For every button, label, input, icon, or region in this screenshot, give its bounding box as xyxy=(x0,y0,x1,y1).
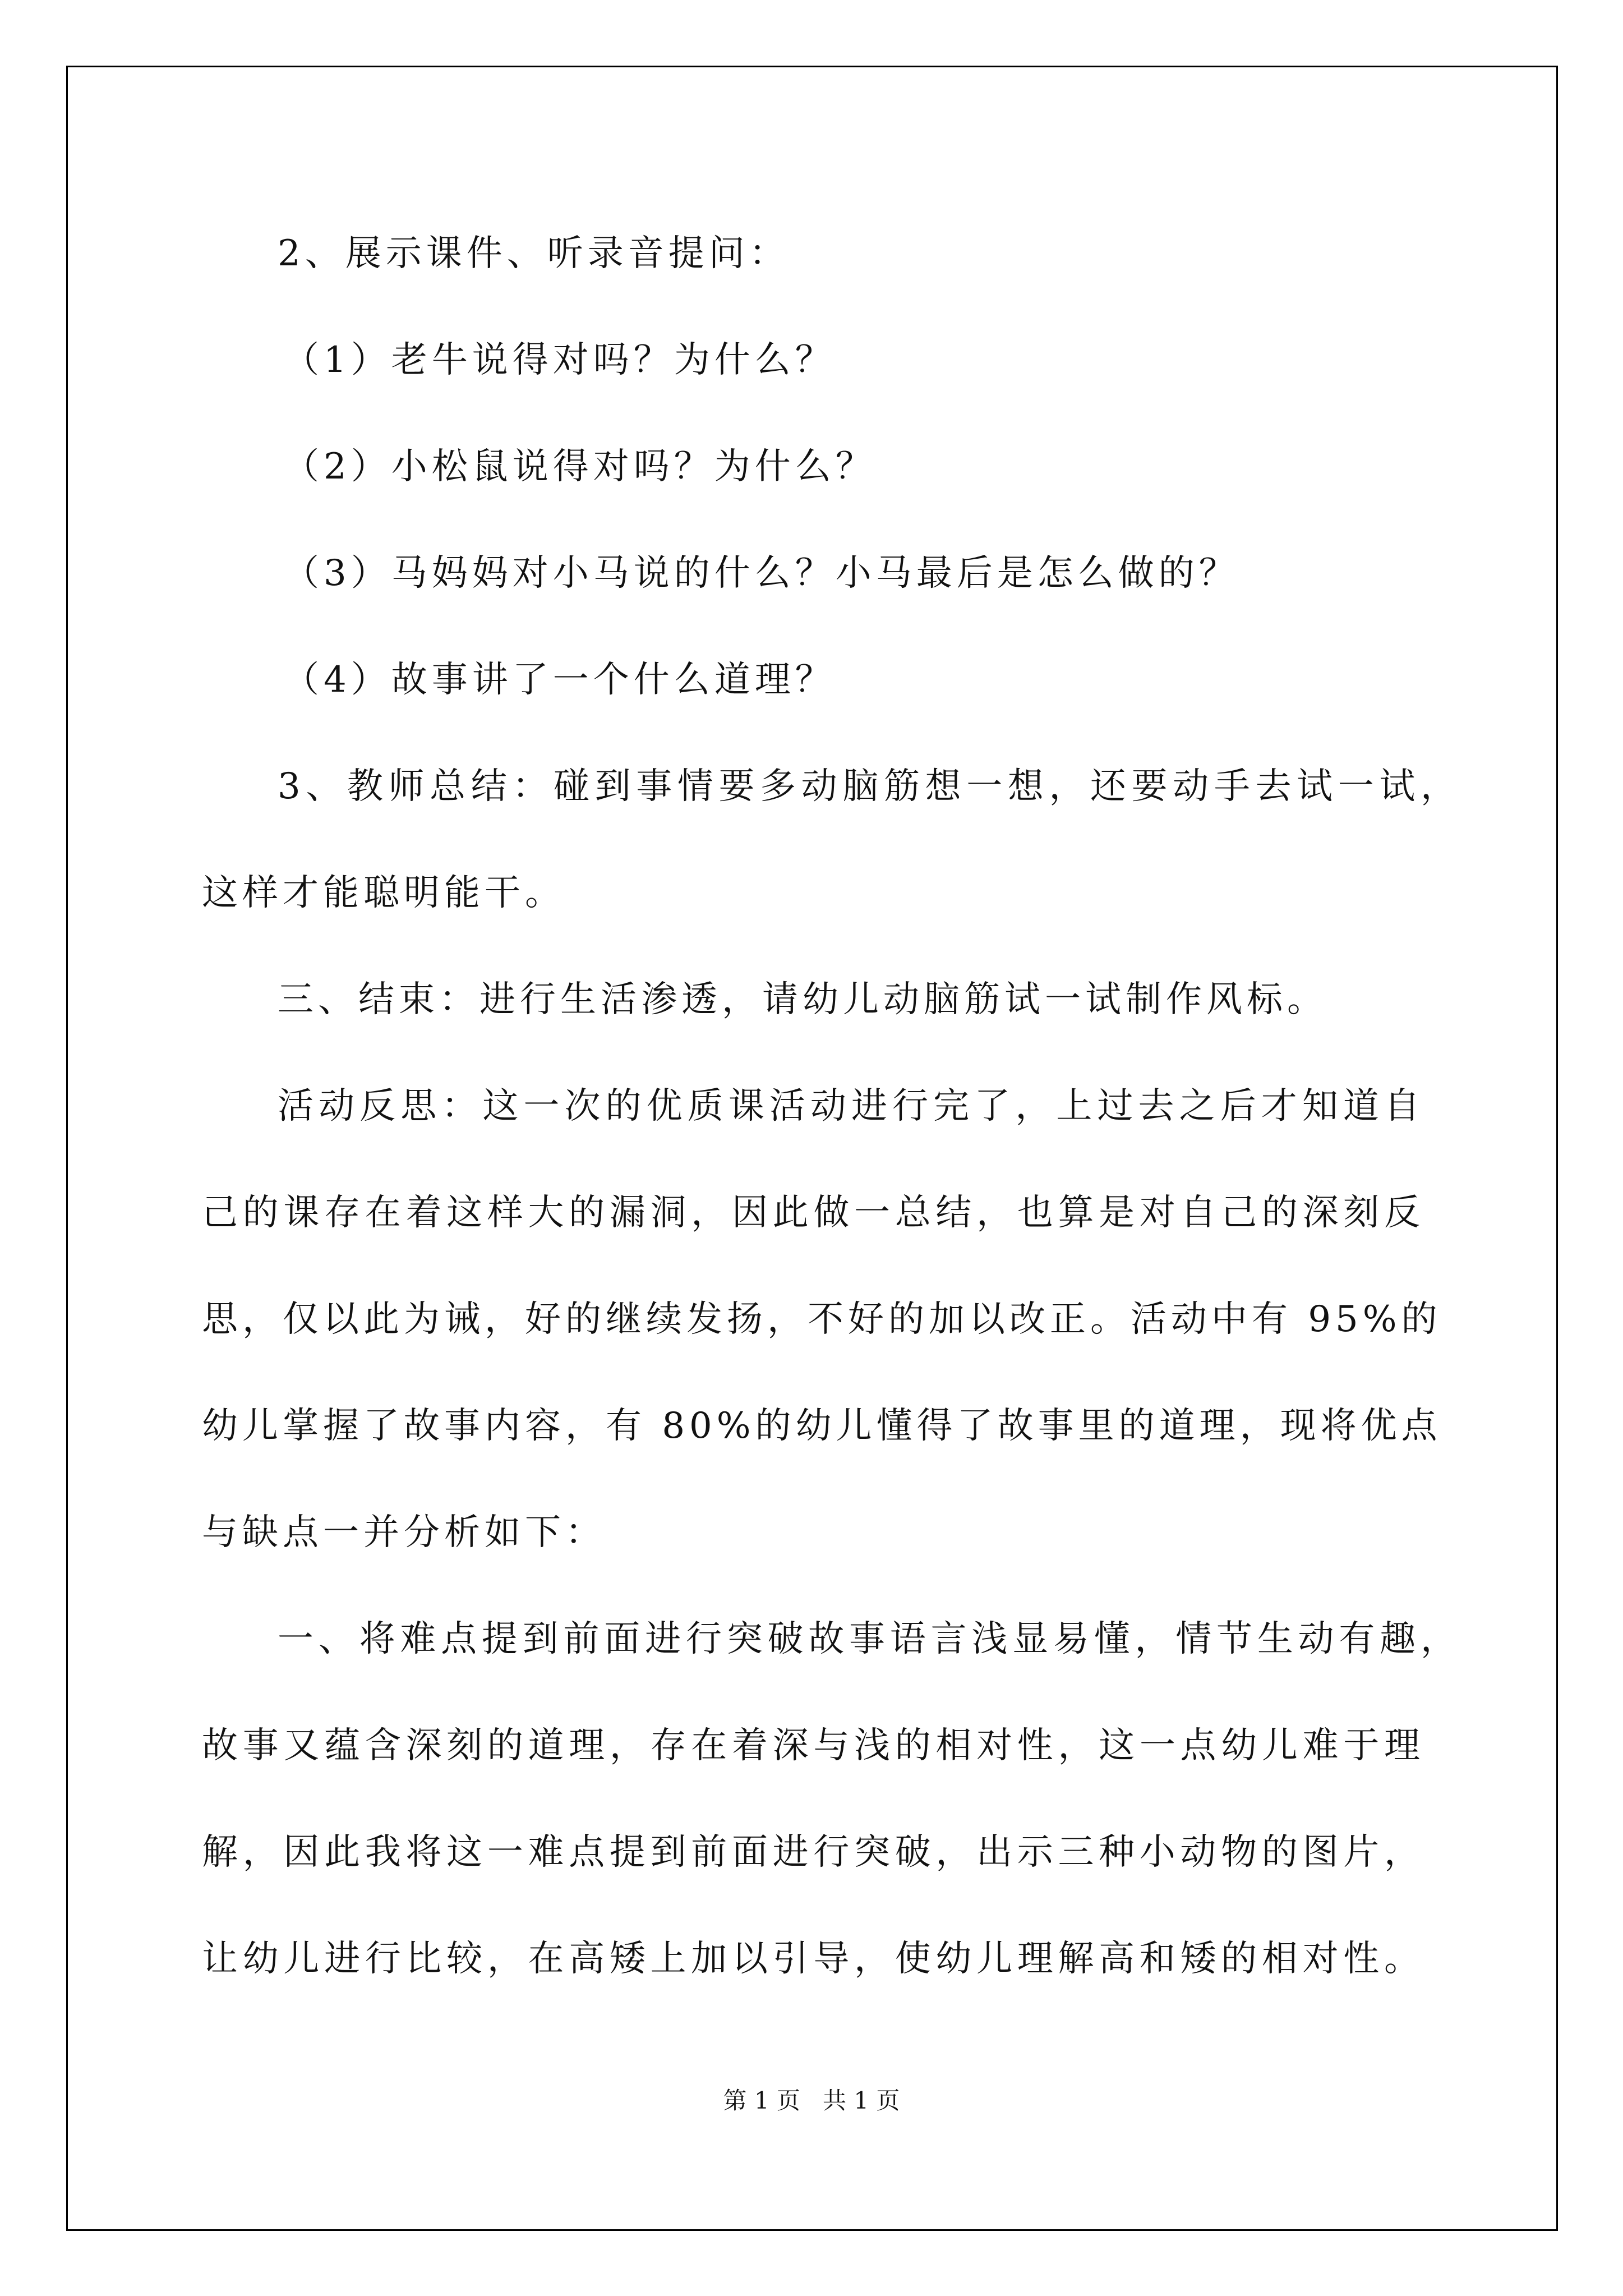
paragraph-line: 让幼儿进行比较，在高矮上加以引导，使幼儿理解高和矮的相对性。 xyxy=(202,1938,1424,1980)
paragraph-line: 2、展示课件、听录音提问： xyxy=(278,233,790,274)
paragraph-line: 一、将难点提到前面进行突破故事语言浅显易懂，情节生动有趣， xyxy=(278,1618,1461,1660)
paragraph-line: 与缺点一并分析如下： xyxy=(202,1512,606,1553)
paragraph-line: （1）老牛说得对吗？为什么？ xyxy=(283,339,836,381)
paragraph-line: （3）马妈妈对小马说的什么？小马最后是怎么做的？ xyxy=(283,553,1239,594)
paragraph-line: 三、结束：进行生活渗透，请幼儿动脑筋试一试制作风标。 xyxy=(278,979,1327,1020)
paragraph-line: 3、教师总结：碰到事情要多动脑筋想一想，还要动手去试一试， xyxy=(278,766,1461,807)
page-border xyxy=(66,66,1558,2231)
paragraph-line: 这样才能聪明能干。 xyxy=(202,872,565,914)
paragraph-line: 幼儿掌握了故事内容，有 80%的幼儿懂得了故事里的道理，现将优点 xyxy=(202,1405,1442,1447)
paragraph-line: （2）小松鼠说得对吗？为什么？ xyxy=(283,446,876,487)
paragraph-line: 思，仅以此为诫，好的继续发扬，不好的加以改正。活动中有 95%的 xyxy=(202,1299,1442,1340)
paragraph-line: （4）故事讲了一个什么道理？ xyxy=(283,659,836,701)
paragraph-line: 解，因此我将这一难点提到前面进行突破，出示三种小动物的图片， xyxy=(202,1832,1424,1873)
paragraph-line: 活动反思：这一次的优质课活动进行完了，上过去之后才知道自 xyxy=(278,1085,1424,1127)
paragraph-line: 故事又蕴含深刻的道理，存在着深与浅的相对性，这一点幼儿难于理 xyxy=(202,1725,1424,1766)
page-footer: 第 1 页 共 1 页 xyxy=(723,2087,900,2114)
paragraph-line: 己的课存在着这样大的漏洞，因此做一总结，也算是对自己的深刻反 xyxy=(202,1192,1424,1234)
